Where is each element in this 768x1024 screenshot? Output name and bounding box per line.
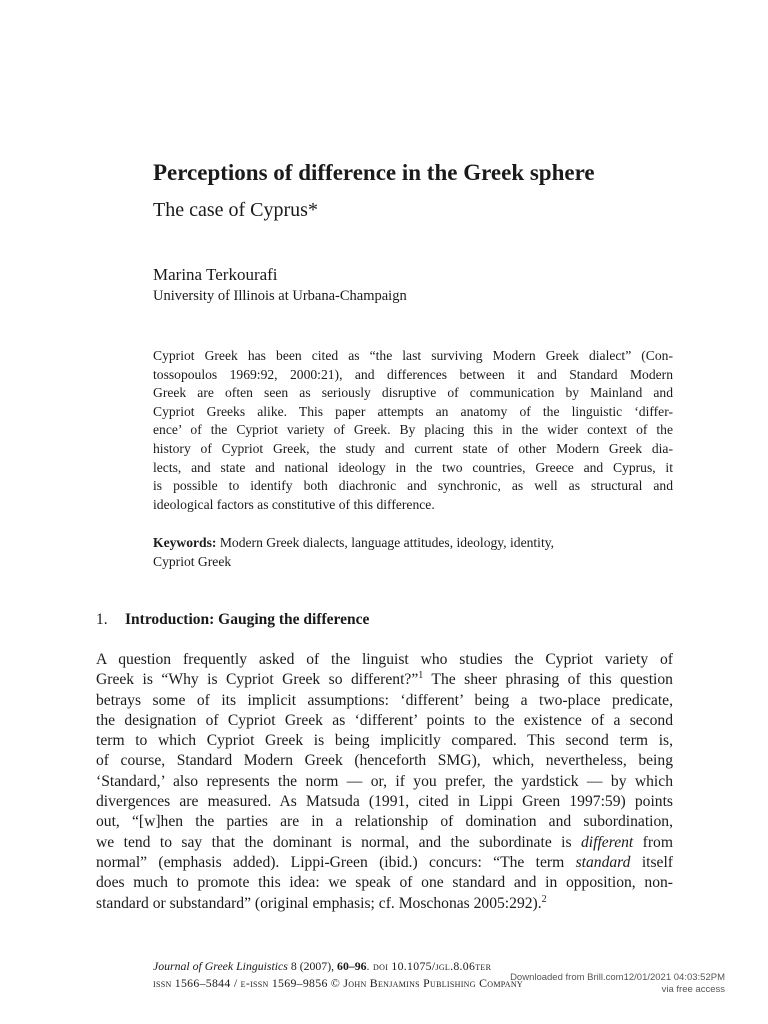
body-line: term to which Cypriot Greek is being implicitly compared. This second term is, — [96, 732, 673, 750]
abstract-line: ence’ of the Cypriot variety of Greek. By placing this in the wider context of the — [153, 422, 673, 438]
footnote-ref-2[interactable]: 2 — [541, 893, 547, 905]
body-line: A question frequently asked of the linguist who studies the Cypriot variety of — [96, 651, 673, 668]
doi[interactable]: . doi 10.1075/jgl.8.06ter — [366, 959, 492, 973]
author-name: Marina Terkourafi — [153, 265, 278, 284]
abstract-line: Greek are often seen as seriously disruptive of communication by Mainland and — [153, 385, 673, 401]
emphasis: different — [580, 833, 634, 851]
body-text-run: The sheer phrasing of this question — [423, 671, 673, 689]
body-paragraph — [96, 650, 673, 914]
abstract-line: lects, and state and national ideology in the two countries, Greece and Cyprus, it — [153, 459, 673, 475]
author-affiliation: University of Illinois at Urbana-Champaign — [153, 288, 407, 304]
body-text-run: standard or substandard” (original emphasis; cf. Moschonas 2005:292). — [96, 894, 542, 912]
abstract-line: history of Cypriot Greek, the study and current state of other Modern Greek dia- — [153, 440, 673, 456]
abstract-line: is possible to identify both diachronic and synchronic, as well as structural and — [153, 478, 673, 494]
body-line: the designation of Cypriot Greek as ‘different’ points to the existence of a second — [96, 711, 673, 729]
journal-name: Journal of Greek Linguistics — [153, 959, 288, 973]
abstract-line: ideological factors as constitutive of this difference. — [153, 496, 435, 512]
access-line: via free access — [661, 984, 725, 995]
body-line: divergences are measured. As Matsuda (1991, cited in Lippi Green 1997:59) points — [96, 793, 673, 811]
keywords-label: Keywords: — [153, 535, 217, 550]
body-line: of course, Standard Modern Greek (henceforth SMG), which, nevertheless, being — [96, 752, 673, 770]
section-title: Introduction: Gauging the difference — [125, 611, 370, 628]
body-text-run: normal” (emphasis added). Lippi-Green (ibid.) concurs: “The term — [96, 853, 576, 871]
keywords — [153, 534, 673, 571]
abstract — [153, 347, 673, 514]
page-range: 60–96 — [337, 959, 367, 973]
section-heading — [96, 611, 369, 629]
emphasis: standard — [575, 853, 631, 871]
abstract-line: Cypriot Greek has been cited as “the last surviving Modern Greek dialect” (Con- — [153, 348, 673, 363]
body-text-run: we tend to say that the dominant is normal, and the subordinate is — [96, 833, 581, 851]
body-line — [96, 894, 673, 914]
keywords-list-continued: Cypriot Greek — [153, 553, 232, 569]
article-title: Perceptions of difference in the Greek sphere — [153, 160, 595, 185]
download-stamp — [510, 972, 725, 996]
body-line — [96, 853, 673, 873]
body-text-run: from — [633, 833, 673, 851]
abstract-line: tossopoulos 1969:92, 2000:21), and differences between it and Standard Modern — [153, 366, 673, 382]
body-line — [96, 670, 673, 690]
body-text-run: Greek is “Why is Cypriot Greek so different?” — [96, 671, 419, 689]
journal-volume: 8 (2007), — [287, 959, 338, 973]
body-line: ‘Standard,’ also represents the norm — or, if you prefer, the yardstick — by which — [96, 772, 673, 790]
footnote-ref-1[interactable]: 1 — [418, 670, 424, 682]
download-line: Downloaded from Brill.com12/01/2021 04:03:52PM — [510, 972, 725, 983]
body-text-run: itself — [630, 853, 673, 871]
page-footer — [153, 958, 523, 992]
keywords-list: Modern Greek dialects, language attitudes, ideology, identity, — [216, 535, 555, 550]
body-line: does much to promote this idea: we speak of one standard and in opposition, non- — [96, 874, 673, 892]
section-number: 1. — [96, 611, 108, 628]
issn-line: issn 1566–5844 / e-issn 1569–9856 © John Benjamins Publishing Company — [153, 976, 523, 990]
article-subtitle: The case of Cyprus* — [153, 199, 318, 221]
body-line: betrays some of its implicit assumptions: ‘different’ being a two-place predicate, — [96, 691, 673, 709]
body-line — [96, 833, 673, 853]
abstract-line: Cypriot Greeks alike. This paper attempts an anatomy of the linguistic ‘differ- — [153, 403, 673, 419]
body-line: out, “[w]hen the parties are in a relationship of domination and subordination, — [96, 813, 673, 831]
